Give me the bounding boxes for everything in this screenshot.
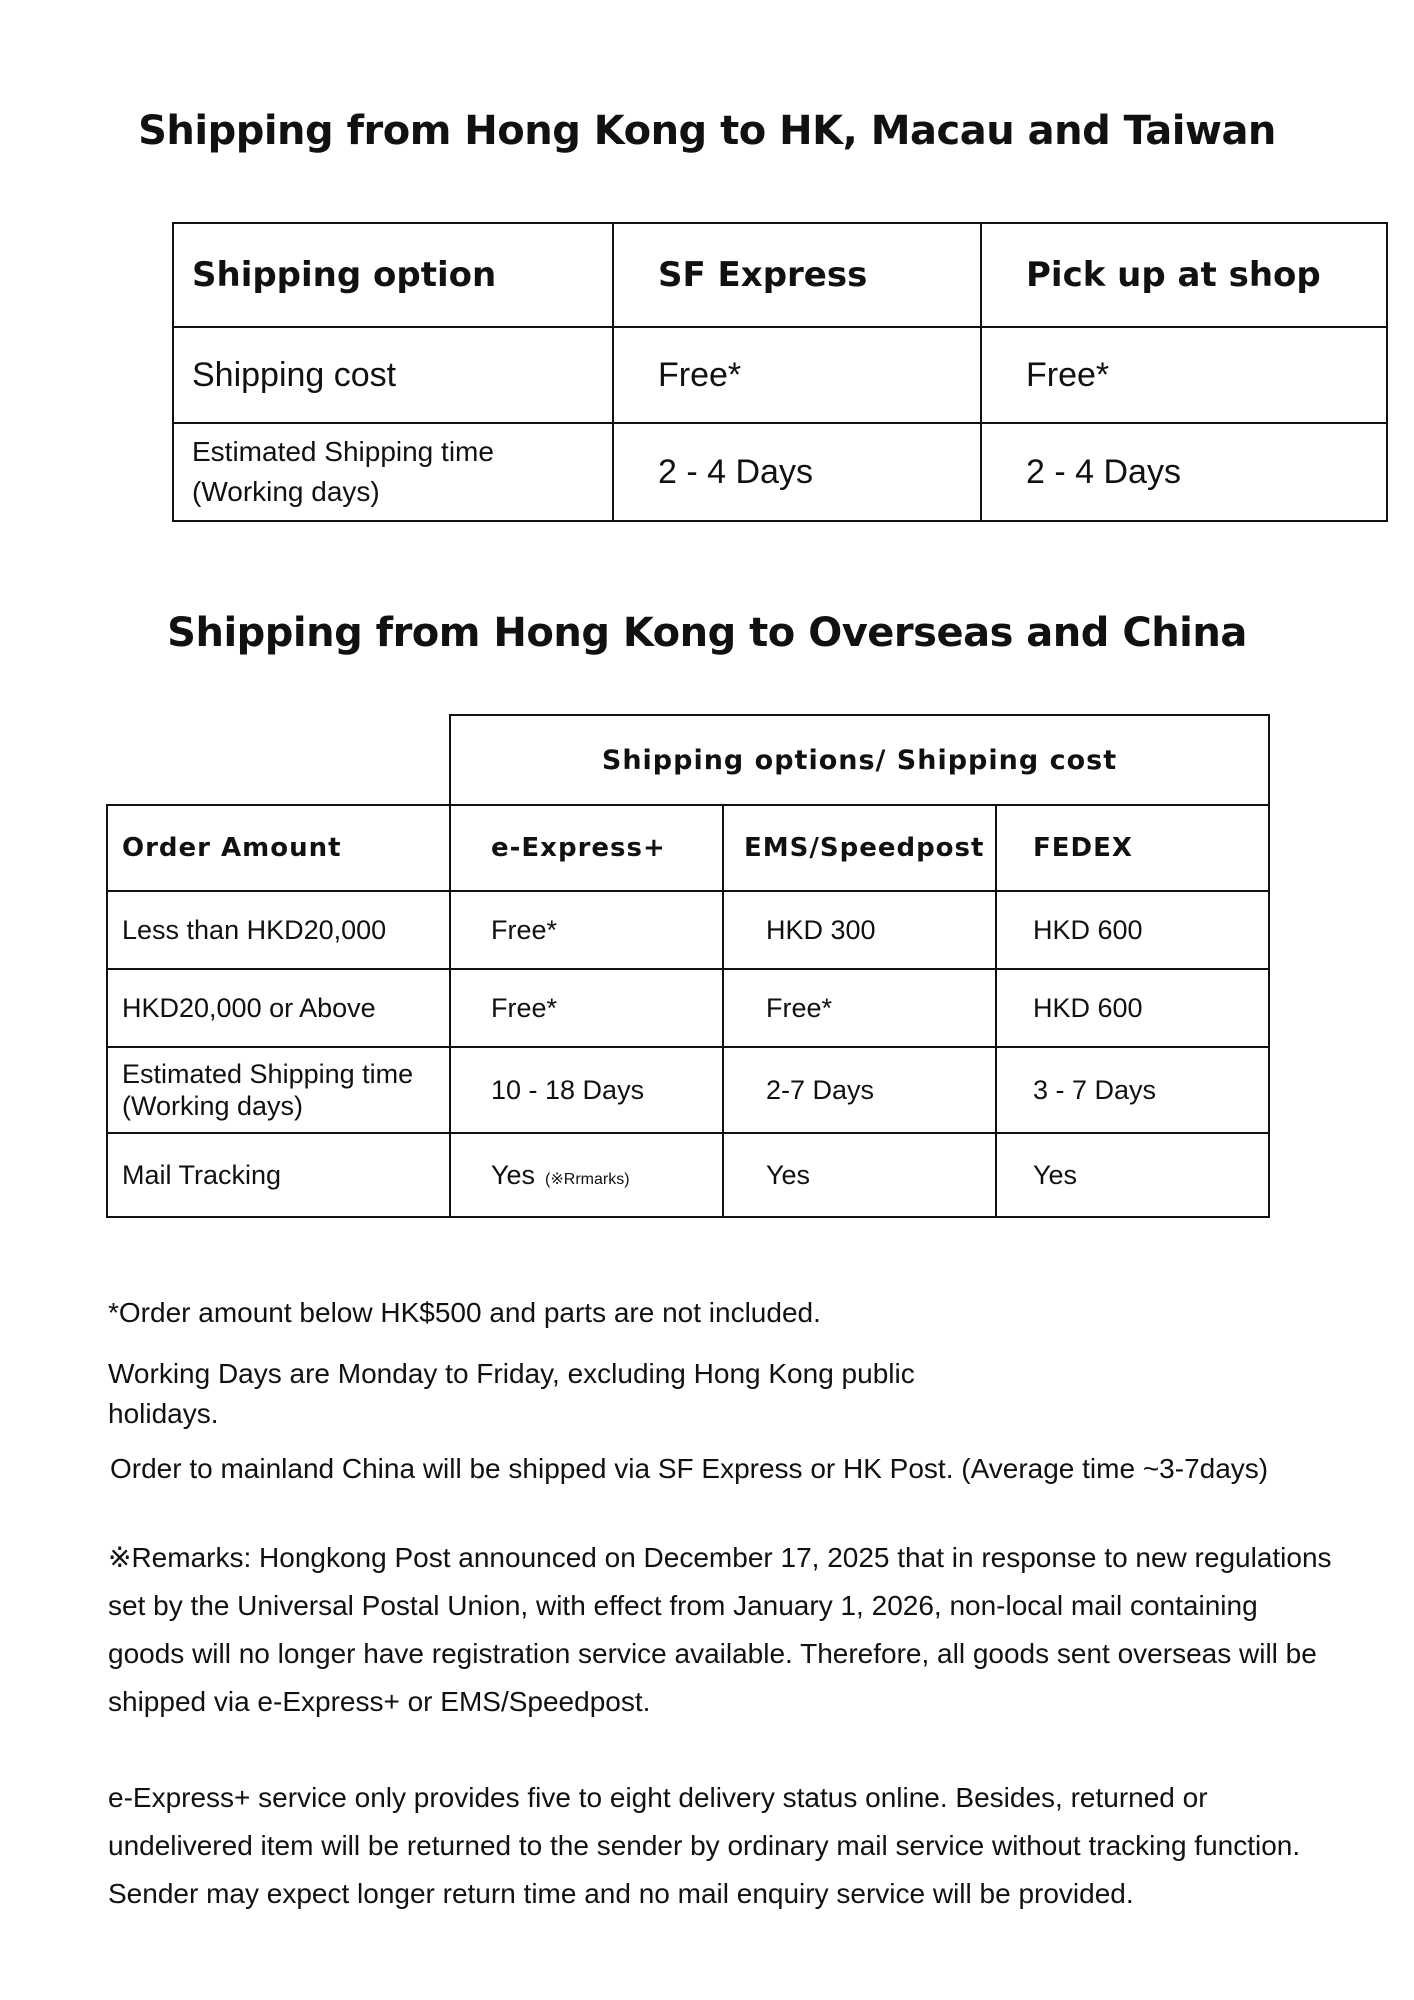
header-fedex: FEDEX	[996, 805, 1269, 891]
header-sf-express: SF Express	[613, 223, 981, 327]
row-label-mail-tracking: Mail Tracking	[107, 1133, 450, 1217]
cell-ems-above: Free*	[723, 969, 996, 1047]
cell-pick-up-time: 2 - 4 Days	[981, 423, 1387, 521]
row-label-estimated-time	[107, 1047, 450, 1133]
table-row	[107, 891, 1269, 969]
row-label-line2: (Working days)	[192, 476, 380, 507]
order-amount-note: *Order amount below HK$500 and parts are not included.	[108, 1297, 821, 1328]
e-express-paragraph: e-Express+ service only provides five to eight delivery status online. Besides, returned or undelivered item will be returned to the sender by ordinary mail service without tracking function. Sender may expect longer return time and no mail enquiry service will be provided.	[108, 1782, 1301, 1909]
row-label-line2: (Working days)	[122, 1091, 304, 1121]
header-shipping-option: Shipping option	[173, 223, 613, 327]
row-label-line1: Estimated Shipping time	[122, 1059, 414, 1089]
row-label-estimated-time	[173, 423, 613, 521]
table-row	[173, 327, 1387, 423]
tracking-value: Yes	[491, 1159, 536, 1190]
cell-fedex-above: HKD 600	[996, 969, 1269, 1047]
span-header-shipping-options: Shipping options/ Shipping cost	[450, 715, 1269, 805]
local-shipping-table	[172, 222, 1388, 522]
table-row	[107, 715, 1269, 805]
cell-ems-tracking: Yes	[723, 1133, 996, 1217]
table-row	[107, 969, 1269, 1047]
header-pick-up-at-shop: Pick up at shop	[981, 223, 1387, 327]
table-row	[173, 423, 1387, 521]
remarks-reference: (※Rrmarks)	[545, 1170, 630, 1188]
remarks-paragraph: ※Remarks: Hongkong Post announced on December 17, 2025 that in response to new regulations set by the Universal Postal Union, with effect from January 1, 2026, non-local mail containing goods will no longer have registration service available. Therefore, all goods sent overseas will be shipped via e-Express+ or EMS/Speedpost.	[108, 1542, 1332, 1717]
mainland-note: Order to mainland China will be shipped via SF Express or HK Post. (Average time ~3-7days)	[110, 1453, 1269, 1484]
section2-title: Shipping from Hong Kong to Overseas and China	[167, 610, 1247, 656]
row-label-above: HKD20,000 or Above	[107, 969, 450, 1047]
section1-title: Shipping from Hong Kong to HK, Macau and Taiwan	[138, 108, 1276, 154]
row-label-less-than: Less than HKD20,000	[107, 891, 450, 969]
blank-corner-cell	[107, 715, 450, 805]
cell-e-express-time: 10 - 18 Days	[450, 1047, 723, 1133]
cell-ems-less: HKD 300	[723, 891, 996, 969]
cell-ems-time: 2-7 Days	[723, 1047, 996, 1133]
overseas-shipping-table	[106, 714, 1270, 1218]
table-row	[107, 1047, 1269, 1133]
cell-e-express-above: Free*	[450, 969, 723, 1047]
table-row	[173, 223, 1387, 327]
cell-fedex-time: 3 - 7 Days	[996, 1047, 1269, 1133]
table-row	[107, 805, 1269, 891]
header-e-express: e-Express+	[450, 805, 723, 891]
cell-sf-express-cost: Free*	[613, 327, 981, 423]
cell-fedex-less: HKD 600	[996, 891, 1269, 969]
cell-pick-up-cost: Free*	[981, 327, 1387, 423]
working-days-note: Working Days are Monday to Friday, excluding Hong Kong public holidays.	[108, 1358, 915, 1429]
cell-e-express-tracking	[450, 1133, 723, 1217]
header-order-amount: Order Amount	[107, 805, 450, 891]
row-label-shipping-cost: Shipping cost	[173, 327, 613, 423]
table-row	[107, 1133, 1269, 1217]
cell-sf-express-time: 2 - 4 Days	[613, 423, 981, 521]
cell-fedex-tracking: Yes	[996, 1133, 1269, 1217]
cell-e-express-less: Free*	[450, 891, 723, 969]
header-ems-speedpost: EMS/Speedpost	[723, 805, 996, 891]
row-label-line1: Estimated Shipping time	[192, 436, 494, 467]
